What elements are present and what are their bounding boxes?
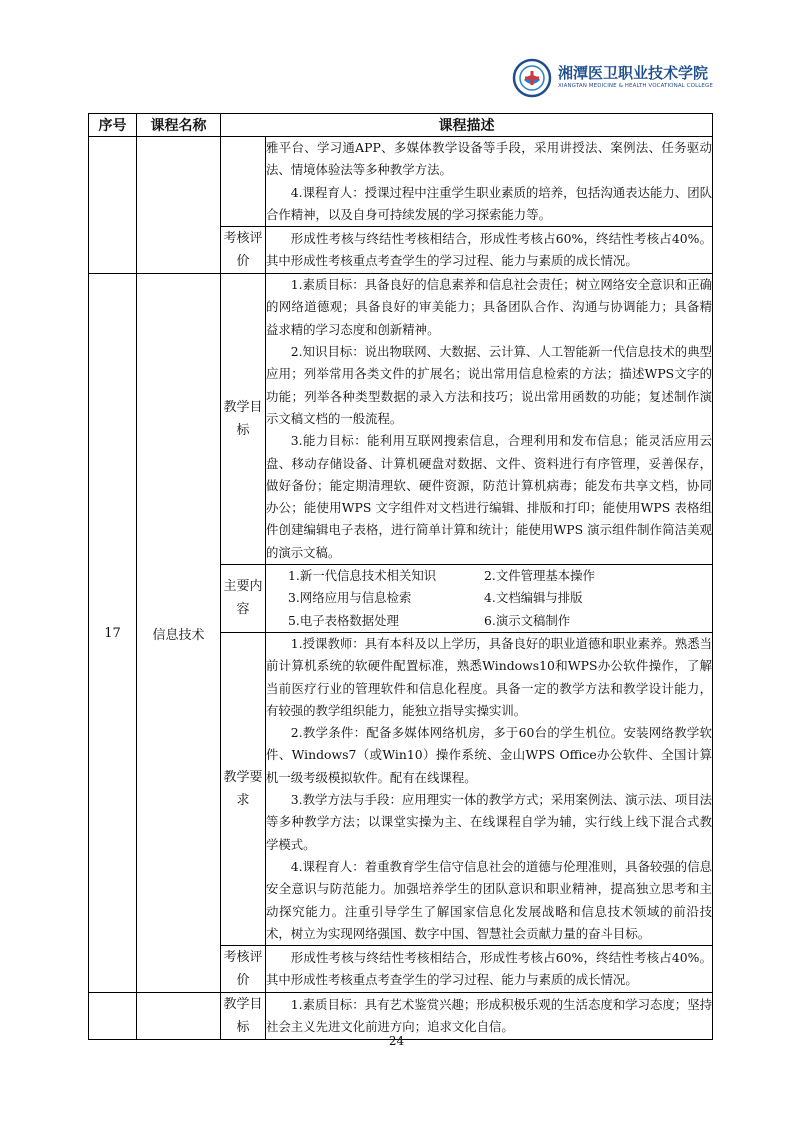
prev-no-cell	[89, 137, 137, 274]
prev-methods-cell	[266, 137, 713, 227]
assess-cell	[266, 946, 713, 993]
content-item: 1.新一代信息技术相关知识	[288, 568, 437, 584]
prev-methods-cont: 雅平台、学习通APP、多媒体教学设备等手段，采用讲授法、案例法、任务驱动法、情境体验法等多种教学方法。	[266, 140, 712, 178]
goal-item: 1.素质目标：具备良好的信息素养和信息社会责任；树立网络安全意识和正确的网络道德观；具备良好的审美能力；具备团队合作、沟通与协调能力；具备精益求精的学习态度和创新精神。	[266, 277, 712, 337]
header-no: 序号	[89, 114, 137, 137]
table-row	[89, 137, 713, 227]
goal-item: 2.知识目标：说出物联网、大数据、云计算、人工智能新一代信息技术的典型应用；列举常用各类文件的扩展名；说出常用信息检索的方法；描述WPS文字的功能；列举各种类型数据的录入方法和技巧；说出常用函数的功能；复述制作演示文稿文档的一般流程。	[266, 344, 712, 426]
page-number: 24	[388, 1034, 405, 1048]
req-item: 1.授课教师：具有本科及以上学历，具备良好的职业道德和职业素养。熟悉当前计算机系统的软硬件配置标准，熟悉Windows10和WPS办公软件操作，了解当前医疗行业的管理软件和信息化程度。具备一定的教学方法和教学设计能力，有较强的教学组织能力，能独立指导实操实训。	[266, 635, 712, 718]
content-grid	[266, 565, 712, 632]
college-name-en: XIANGTAN MEDICINE & HEALTH VOCATIONAL COLLEGE	[558, 83, 713, 89]
content-item: 4.文档编辑与排版	[484, 590, 583, 606]
next-no-cell	[89, 993, 137, 1040]
next-goal-cell	[266, 993, 713, 1040]
prev-assess-cell	[266, 227, 713, 274]
goal-item: 3.能力目标：能利用互联网搜索信息，合理利用和发布信息；能灵活应用云盘、移动存储设备、计算机硬盘对数据、文件、资料进行有序管理，妥善保存，做好备份；能定期清理软、硬件资源，防范计算机病毒；能发布共享文档，协同办公；能使用WPS 文字组件对文档进行编辑、排版和打印；能使用WPS 表格组件创建编辑电子表格，进行简单计算和统计；能使用WPS 演示组件制作简洁美观的演示文稿。	[266, 433, 712, 560]
content-item: 3.网络应用与信息检索	[288, 590, 412, 606]
table-header-row	[89, 114, 713, 137]
college-name: 湘潭医卫职业技术学院	[558, 64, 709, 82]
course-no: 17	[89, 274, 137, 993]
req-item: 2.教学条件：配备多媒体网络机房，多于60台的学生机位。安装网络教学软件、Windows7（或Win10）操作系统、金山WPS Office办公软件、全国计算机一级考级模拟软件。配有在线课程。	[266, 725, 712, 785]
college-emblem-icon	[512, 58, 556, 98]
table-row	[89, 993, 713, 1040]
content-item: 6.演示文稿制作	[484, 612, 571, 628]
next-goal-text: 1.素质目标：具有艺术鉴赏兴趣；形成积极乐观的生活态度和学习态度；坚持社会主义先进文化前进方向；追求文化自信。	[266, 996, 712, 1035]
assess-label: 考核评价	[221, 946, 266, 993]
prev-name-cell	[137, 137, 221, 274]
next-goal-label: 教学目标	[221, 993, 266, 1040]
req-item: 4.课程育人：着重教育学生信守信息社会的道德与伦理准则，具备较强的信息安全意识与防范能力。加强培养学生的团队意识和职业精神，提高独立思考和主动探究能力。注重引导学生了解国家信息化发展战略和信息技术领域的前沿技术，树立为实现网络强国、数字中国、智慧社会贡献力量的奋斗目标。	[266, 858, 712, 941]
content-item: 2.文件管理基本操作	[484, 568, 595, 584]
course-name: 信息技术	[137, 274, 221, 993]
prev-edu: 4.课程育人：授课过程中注重学生职业素质的培养，包括沟通表达能力、团队合作精神，以及自身可持续发展的学习探索能力等。	[266, 184, 712, 222]
course-table	[88, 113, 713, 1040]
goal-label: 教学目标	[221, 274, 266, 565]
req-label: 教学要求	[221, 632, 266, 945]
prev-assess-label: 考核评价	[221, 227, 266, 274]
header-desc: 课程描述	[221, 114, 713, 137]
req-cell	[266, 632, 713, 945]
prev-assess-text: 形成性考核与终结性考核相结合，形成性考核占60%，终结性考核占40%。其中形成性考核重点考查学生的学习过程、能力与素质的成长情况。	[266, 230, 712, 269]
next-name-cell	[137, 993, 221, 1040]
assess-text: 形成性考核与终结性考核相结合，形成性考核占60%，终结性考核占40%。其中形成性考核重点考查学生的学习过程、能力与素质的成长情况。	[266, 949, 712, 988]
content-cell	[266, 565, 713, 633]
content-item: 5.电子表格数据处理	[288, 612, 399, 628]
req-item: 3.教学方法与手段：应用理实一体的教学方式；采用案例法、演示法、项目法等多种教学方法；以课堂实操为主、在线课程自学为辅，实行线上线下混合式教学模式。	[266, 792, 712, 852]
table-row	[89, 274, 713, 565]
header-name: 课程名称	[137, 114, 221, 137]
prev-category-cell	[221, 137, 266, 227]
goal-cell	[266, 274, 713, 565]
content-label: 主要内容	[221, 565, 266, 633]
